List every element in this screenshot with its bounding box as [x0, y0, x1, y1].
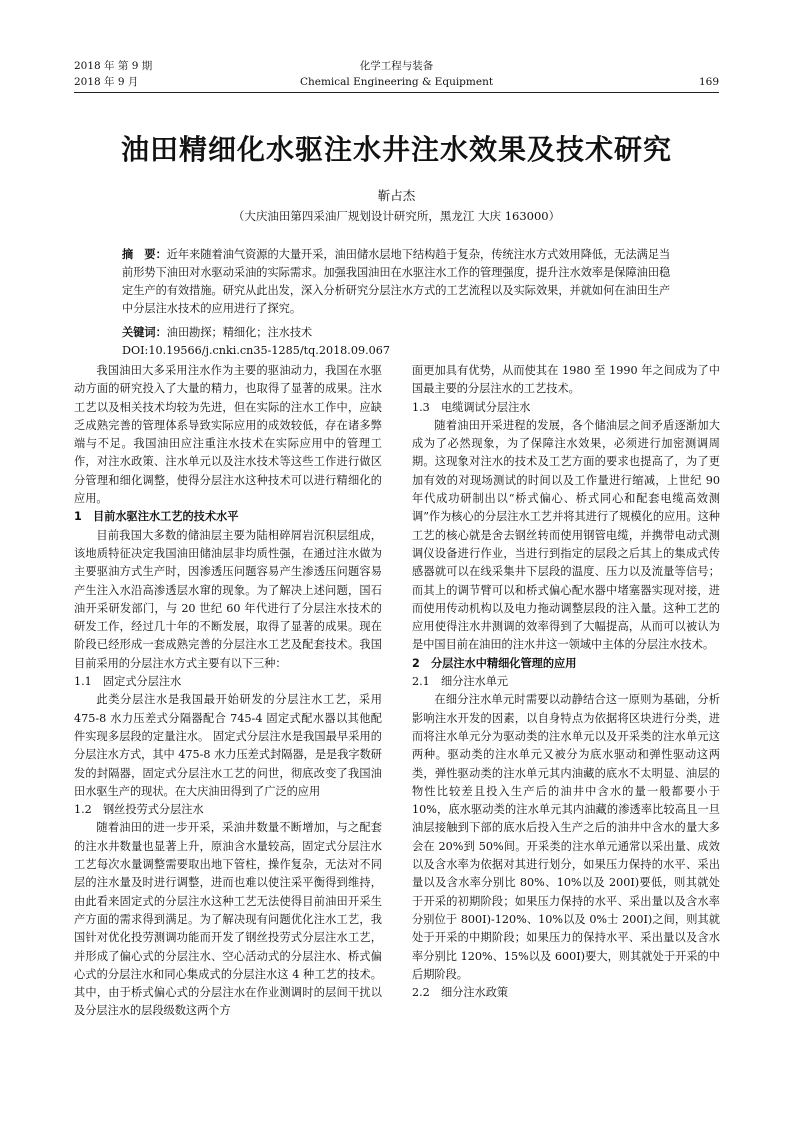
keywords	[122, 324, 672, 342]
paragraph-1: 目前我国大多数的储油层主要为陆相碎屑岩沉积层组成，该地质特征决定我国油田储油层非均质性强，在通过注水做为主要驱油方式生产时，因渗透压问题容易产生渗透压问题容易产生注入水沿高渗透层水窜的现象。为了解决上述问题，国石油开采研发部门，与 20 世纪 60 年代进行了分层注水技术的研发工作，经过几十年的不断发展，取得了显著的成果。现在阶段已经形成一套成熟完善的分层注水工艺及配套技术。我国目前采用的分层注水方式主要有以下三种：	[74, 528, 382, 670]
paragraph-1-1: 此类分层注水是我国最开始研发的分层注水工艺，采用 475-8 水力压差式分隔器配合 745-4 固定式配水器以其他配件实现多层段的定量注水。 固定式分层注水是我国最早采用的分层注水方式，其中 475-8 水力压差式封隔器，是是我字数研发的封隔器，固定式分层注水工艺的问世，彻底改变了我国油田水驱生产的现状。在大庆油田得到了广泛的应用	[74, 693, 382, 798]
subsection-heading-2-1: 2.1 细分注水单元	[412, 675, 509, 689]
left-column	[74, 362, 382, 1021]
doi: DOI:10.19566/j.cnki.cn35-1285/tq.2018.09.067	[122, 344, 391, 357]
intro-paragraph: 我国油田大多采用注水作为主要的驱油动力，我国在水驱动方面的研究投入了大量的精力，也取得了显著的成果。注水工艺以及相关技术均较为先进，但在实际的注水工作中，应缺乏成熟完善的管理体系导致实际应用的成效较低，存在诸多弊端与不足。我国油田应注重注水技术在实际应用中的管理工作，对注水政策、注水单元以及注水技术等这些工作进行做区分管理和细化调整，使得分层注水这种技术可以进行精细化的应用。	[74, 364, 382, 506]
keywords-text: 油田勘探；精细化；注水技术	[166, 326, 313, 339]
author: 靳占杰	[377, 188, 416, 203]
right-column	[412, 362, 720, 1002]
journal-name-en: Chemical Engineering & Equipment	[299, 76, 494, 88]
subsection-heading-1-1: 1.1 固定式分层注水	[74, 675, 182, 689]
abstract	[122, 246, 672, 318]
abstract-text: 近年来随着油气资源的大量开采，油田储水层地下结构趋于复杂，传统注水方式效用降低，无法满足当前形势下油田对水驱动采油的实际需求。加强我国油田在水驱注水工作的管理强度，提升注水效率是保障油田稳定生产的有效措施。研究从此出发，深入分析研究分层注水方式的工艺流程以及实际效果，并就如何在油田生产中分层注水技术的应用进行了探究。	[122, 248, 671, 315]
journal-name-cn: 化学工程与装备	[359, 60, 434, 72]
paper-title: 油田精细化水驱注水井注水效果及技术研究	[120, 133, 672, 166]
section-heading-2: 2 分层注水中精细化管理的应用	[412, 656, 577, 670]
issue-number: 2018 年 第 9 期	[74, 60, 153, 72]
paragraph-1-3: 随着油田开采进程的发展，各个储油层之间矛盾逐渐加大成为了必然现象，为了保障注水效果，必须进行加密测调周期。这现象对注水的技术及工艺方面的要求也提高了，为了更加有效的对现场测试的时间以及工作量进行缩减，上世纪 90 年代成功研制出以“桥式偏心、桥式同心和配套电缆高效测调”作为核心的分层注水工艺并将其进行了规模化的应用。这种工艺的核心就是舍去钢丝转而使用钢管电缆，并携带电动式测调仪设备进行作业，当进行到指定的层段之后其上的集成式传感器就可以在线采集井下层段的温度、压力以及流量等信号；而其上的调节臂可以和桥式偏心配水器中堵塞器实现对接，进而使用传动机构以及电力拖动调整层段的注入量。这种工艺的应用使得注水井测调的效率得到了大幅提高，从而可以被认为是中国目前在油田的注水井这一领域中主体的分层注水技术。	[412, 418, 720, 652]
journal-name	[0, 58, 793, 90]
abstract-label: 摘 要：	[122, 248, 167, 261]
paragraph-continued: 面更加具有优势，从而使其在 1980 至 1990 年之间成为了中国最主要的分层注水的工艺技术。	[412, 364, 720, 396]
affiliation: （大庆油田第四采油厂规划设计研究所，黑龙江 大庆 163000）	[232, 209, 561, 223]
paragraph-1-2: 随着油田的进一步开采，采油井数量不断增加，与之配套的注水井数量也显著上升，原油含水量较高，固定式分层注水工艺每次水量调整需要取出地下管柱，操作复杂，无法对不同层的注水量及时进行调整，进而也难以使注采平衡得到维持，由此看来固定式的分层注水这种工艺无法使得目前油田开采生产方面的需求得到满足。为了解决现有问题优化注水工艺，我国针对优化投劳测调功能而开发了钢丝投劳式分层注水工艺，并形成了偏心式的分层注水、空心活动式的分层注水、桥式偏心式的分层注水和同心集成式的分层注水这 4 种工艺的技术。其中，由于桥式偏心式的分层注水在作业测调时的层间干扰以及分层注水的层段级数这两个方	[74, 821, 382, 1018]
issue-date: 2018 年 9 月	[74, 76, 139, 88]
paragraph-2-1: 在细分注水单元时需要以动静结合这一原则为基础，分析影响注水开发的因素，以自身特点为依据将区块进行分类，进而将注水单元分为驱动类的注水单元以及开采类的注水单元这两种。驱动类的注水单元又被分为底水驱动和弹性驱动这两类，弹性驱动类的注水单元其内油藏的底水不太明显、油层的物性比较差且投入生产后的油井中含水的量一般都要小于 10%，底水驱动类的注水单元其内油藏的渗透率比较高且一旦油层接触到下部的底水后投入生产之后的油井中含水的量大多会在 20%到 50%间。开采类的注水单元通常以采出量、成效以及含水率为依据对其进行划分，如果压力保持的水平、采出量以及含水率分别比 80%、10%以及 200I)要低，则其就处于开采的初期阶段；如果压力保持的水平、采出量以及含水率分别位于 800I)-120%、10%以及 0%士 200I)之间，则其就处于开采的中期阶段；如果压力的保持水平、采出量以及含水率分别比 120%、15%以及 600I)要大，则其就处于开采的中后期阶段。	[412, 693, 720, 981]
subsection-heading-1-2: 1.2 钢丝投劳式分层注水	[74, 803, 204, 817]
header-divider	[74, 92, 719, 93]
subsection-heading-1-3: 1.3 电缆调试分层注水	[412, 400, 531, 414]
section-heading-1: 1 目前水驱注水工艺的技术水平	[74, 510, 239, 524]
subsection-heading-2-2: 2.2 细分注水政策	[412, 986, 509, 1000]
page-number: 169	[698, 76, 719, 88]
keywords-label: 关键词：	[122, 326, 167, 339]
